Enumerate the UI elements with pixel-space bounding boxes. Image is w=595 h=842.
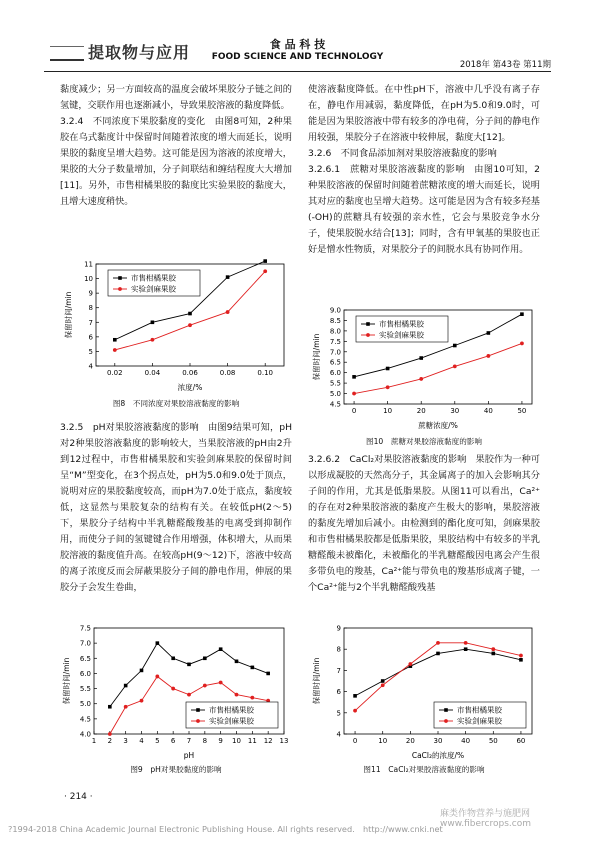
section-3-2-6: 3.2.6 不同食品添加剂对果胶溶液黏度的影响 xyxy=(308,148,497,159)
figure-9-caption: 图9 pH对果胶黏度的影响 xyxy=(130,765,222,774)
y-tick-label: 6.5 xyxy=(79,654,91,663)
data-point xyxy=(187,663,191,667)
figure-8-caption: 图8 不同浓度对果胶溶液黏度的影响 xyxy=(112,399,240,408)
legend-label: 市售柑橘果胶 xyxy=(131,273,176,283)
x-tick-label: 2 xyxy=(107,737,113,745)
figure-10-caption: 图10 蔗糖对果胶溶液黏度的影响 xyxy=(366,437,482,446)
data-point xyxy=(464,641,468,645)
y-tick-label: 6 xyxy=(336,688,341,697)
y-tick-label: 8.5 xyxy=(329,316,341,325)
data-point xyxy=(464,647,468,651)
y-axis-label: 保留时间/min xyxy=(312,657,321,705)
y-axis-label: 保留时间/min xyxy=(312,333,321,381)
data-point xyxy=(156,641,160,645)
y-tick-label: 6.0 xyxy=(329,369,341,378)
legend-marker xyxy=(196,708,200,712)
legend-label: 市售柑橘果胶 xyxy=(457,705,502,715)
y-tick-label: 8 xyxy=(336,645,341,654)
y-tick-label: 5.5 xyxy=(79,685,91,694)
data-point xyxy=(203,656,207,660)
x-tick-label: 30 xyxy=(433,737,443,745)
x-tick-label: 8 xyxy=(202,737,208,745)
y-tick-label: 8 xyxy=(88,304,93,313)
data-point xyxy=(155,675,159,679)
x-tick-label: 9 xyxy=(218,737,223,745)
y-tick-label: 7 xyxy=(88,318,93,327)
series-line xyxy=(355,649,521,696)
data-point xyxy=(519,658,523,662)
data-point xyxy=(113,338,117,342)
copyright-line: ?1994-2018 China Academic Journal Electronic Publishing House. All rights reserved. http://www.cnki.net xyxy=(8,824,443,834)
y-tick-label: 7 xyxy=(336,666,341,675)
legend-label: 实验剑麻果胶 xyxy=(457,716,502,726)
data-point xyxy=(124,705,128,709)
x-tick-label: 12 xyxy=(263,737,273,745)
data-point xyxy=(520,342,524,346)
section-3-2-4: 3.2.4 不同浓度下果胶黏度的变化 由图8可知，2种果胶在乌式黏度计中保留时间随着浓度的增大而延长，说明果胶的黏度呈增大趋势。这可能是因为溶液的浓度增大，果胶的大分子数量增加，分子间联结和缠结程度大大增加[11]。另外，市售柑橘果胶的黏度比实验果胶的黏度大，且增大速度稍快。 xyxy=(60,116,292,207)
y-tick-label: 4.0 xyxy=(79,730,91,739)
y-tick-label: 10 xyxy=(84,275,93,284)
x-tick-label: 40 xyxy=(483,407,493,415)
x-tick-label: 0.06 xyxy=(182,369,198,377)
data-point xyxy=(491,647,495,651)
x-tick-label: 20 xyxy=(416,407,426,415)
data-point xyxy=(419,356,423,360)
journal-title-en: FOOD SCIENCE AND TECHNOLOGY xyxy=(211,52,384,62)
y-tick-label: 4 xyxy=(336,730,341,739)
data-point xyxy=(124,684,128,688)
data-point xyxy=(171,687,175,691)
figure-11-caption: 图11 CaCl₂对果胶溶液黏度的影响 xyxy=(363,765,485,774)
x-tick-label: 40 xyxy=(461,737,471,745)
y-tick-label: 5.0 xyxy=(329,390,341,399)
left-column-top xyxy=(60,82,292,210)
legend-marker xyxy=(118,276,122,280)
x-tick-label: 10 xyxy=(378,737,388,745)
figure-8-chart xyxy=(62,258,292,394)
y-tick-label: 9 xyxy=(336,624,341,633)
x-tick-label: 10 xyxy=(232,737,241,745)
data-point xyxy=(140,669,144,673)
y-tick-label: 6.5 xyxy=(329,358,341,367)
data-point xyxy=(381,679,385,683)
y-tick-label: 9.0 xyxy=(329,306,341,315)
data-point xyxy=(188,323,192,327)
x-tick-label: 0.02 xyxy=(107,369,123,377)
x-tick-label: 13 xyxy=(279,737,289,745)
x-tick-label: 1 xyxy=(91,737,97,745)
page-number: · 214 · xyxy=(64,792,93,802)
data-point xyxy=(436,641,440,645)
x-tick-label: 20 xyxy=(405,737,415,745)
data-point xyxy=(266,672,270,676)
data-point xyxy=(151,320,155,324)
legend-marker xyxy=(366,322,370,326)
legend-marker xyxy=(196,719,200,723)
data-point xyxy=(453,365,457,369)
y-tick-label: 5 xyxy=(336,709,341,718)
data-point xyxy=(353,694,357,698)
data-point xyxy=(408,662,412,666)
data-point xyxy=(263,269,267,273)
issue-info: 2018年 第43卷 第11期 xyxy=(459,60,551,70)
data-point xyxy=(171,656,175,660)
legend-marker xyxy=(118,287,122,291)
journal-title-cn: 食 品 科 技 xyxy=(269,38,326,51)
x-tick-label: 11 xyxy=(247,737,257,745)
right-column-top xyxy=(308,82,540,258)
x-tick-label: 0.10 xyxy=(257,369,273,377)
series-line xyxy=(354,343,522,393)
x-axis-label: pH xyxy=(183,751,195,760)
y-axis-label: 保留时间/min xyxy=(64,291,73,339)
y-tick-label: 7.0 xyxy=(329,348,341,357)
section-3-2-6-1: 3.2.6.1 蔗糖对果胶溶液黏度的影响 由图10可知，2种果胶溶液的保留时间随着蔗糖浓度的增大而延长，说明其对应的黏度也呈增大趋势。这可能是因为含有较多羟基(-OH)的蔗糖具有较强的亲水性，它会与果胶竞争水分子，使果胶脱水结合[13]；同时，含有甲氧基的果胶也正好是憎水性物质，对果胶分子的间脱水具有协同作用。 xyxy=(308,164,540,255)
y-tick-label: 4 xyxy=(88,362,93,371)
data-point xyxy=(108,705,112,709)
x-axis-label: CaCl₂的浓度/% xyxy=(411,751,465,760)
x-tick-label: 6 xyxy=(170,737,176,745)
data-point xyxy=(519,654,523,658)
x-tick-label: 7 xyxy=(186,737,192,745)
y-tick-label: 6.0 xyxy=(79,669,91,678)
data-point xyxy=(187,693,191,697)
x-tick-label: 50 xyxy=(517,407,527,415)
data-point xyxy=(486,354,490,358)
legend-marker xyxy=(366,333,370,337)
y-axis-label: 保留时间/min xyxy=(62,657,71,705)
figure-10-chart xyxy=(310,304,540,432)
watermark-text: 麻类作物营养与施肥网 www.fibercrops.com xyxy=(440,809,531,829)
data-point xyxy=(203,684,207,688)
x-tick-label: 0.08 xyxy=(219,369,236,377)
data-point xyxy=(419,377,423,381)
x-axis-label: 蔗糖浓度/% xyxy=(418,421,458,430)
data-point xyxy=(108,732,112,736)
y-tick-label: 5.0 xyxy=(79,700,91,709)
data-point xyxy=(353,709,357,713)
legend-label: 实验剑麻果胶 xyxy=(131,284,176,294)
x-tick-label: 5 xyxy=(155,737,160,745)
legend-marker xyxy=(444,708,448,712)
data-point xyxy=(263,259,267,263)
legend-marker xyxy=(444,719,448,723)
section-3-2-5: 3.2.5 pH对果胶溶液黏度的影响 由图9结果可知，pH对2种果胶溶液黏度的影响较大，当果胶溶液的pH由2升到12过程中，市售柑橘果胶和实验剑麻果胶的保留时间呈“M”型变化，在3个拐点处，pH为5.0和9.0处于顶点，说明对应的果胶黏度较高，而pH为7.0处于底点，黏度较低，这显然与果胶复杂的结构有关。在较低pH(2～5)下，果胶分子结构中半乳糖醛酸羧基的电离受到抑制作用，而使分子间的氢键键合作用增强，体积增大，从而果胶溶液的黏度值升高。在较高pH(9～12)下，溶液中较高的离子浓度反而会屏蔽果胶分子间的静电作用，伸展的果胶分子会发生卷曲， xyxy=(60,422,292,593)
data-point xyxy=(381,683,385,687)
data-point xyxy=(491,652,495,656)
data-point xyxy=(226,310,230,314)
data-point xyxy=(219,647,223,651)
y-tick-label: 5 xyxy=(88,347,93,356)
data-point xyxy=(487,331,491,335)
left-column-mid xyxy=(60,420,292,596)
data-point xyxy=(140,699,144,703)
y-tick-label: 5.5 xyxy=(329,379,341,388)
data-point xyxy=(151,338,155,342)
legend-label: 市售柑橘果胶 xyxy=(209,705,254,715)
paragraph: 黏度减少；另一方面较高的温度会破坏果胶分子链之间的氢键，交联作用也逐渐减小，导致果胶溶液的黏度降低。 xyxy=(60,84,292,111)
x-tick-label: 60 xyxy=(516,737,526,745)
data-point xyxy=(386,385,390,389)
y-tick-label: 8.0 xyxy=(329,327,341,336)
data-point xyxy=(436,652,440,656)
y-tick-label: 4.5 xyxy=(79,715,91,724)
data-point xyxy=(520,312,524,316)
legend-label: 实验剑麻果胶 xyxy=(379,330,424,340)
data-point xyxy=(352,392,356,396)
y-tick-label: 11 xyxy=(84,260,93,269)
y-tick-label: 4.5 xyxy=(329,400,341,409)
figure-11-chart xyxy=(310,622,540,762)
data-point xyxy=(250,696,254,700)
x-tick-label: 10 xyxy=(383,407,393,415)
x-tick-label: 0 xyxy=(351,407,357,415)
data-point xyxy=(219,681,223,685)
data-point xyxy=(251,666,255,670)
legend-label: 实验剑麻果胶 xyxy=(209,716,254,726)
data-point xyxy=(386,367,390,371)
data-point xyxy=(453,344,457,348)
section-3-2-6-2: 3.2.6.2 CaCl₂对果胶溶液黏度的影响 果胶作为一种可以形成凝胶的天然高分子，其金属离子的加入会影响其分子间的作用，尤其是低脂果胶。从图11可以看出，Ca²⁺的存在对2种果胶溶液的黏度产生极大的影响，果胶溶液的黏度先增加后减小。由检测到的酯化度可知，剑麻果胶和市售柑橘果胶都是低脂果胶，果胶结构中有较多的半乳糖醛酸未被酯化，未被酯化的半乳糖醛酸因电离会产生很多带负电的羧基，Ca²⁺能与带负电的羧基形成离子键，一个Ca²⁺能与2个半乳糖醛酸残基 xyxy=(308,454,540,593)
y-tick-label: 7.5 xyxy=(329,337,341,346)
x-tick-label: 30 xyxy=(450,407,460,415)
header-rule xyxy=(44,71,551,72)
legend-label: 市售柑橘果胶 xyxy=(379,319,424,329)
y-tick-label: 7.0 xyxy=(79,639,91,648)
series-line xyxy=(110,643,268,707)
data-point xyxy=(113,348,117,352)
figure-9-chart xyxy=(60,622,292,762)
data-point xyxy=(352,375,356,379)
y-tick-label: 9 xyxy=(88,289,93,298)
x-tick-label: 4 xyxy=(139,737,144,745)
logo-text: 提取物与应用 xyxy=(88,43,191,62)
data-point xyxy=(235,660,239,664)
x-tick-label: 0.04 xyxy=(144,369,161,377)
data-point xyxy=(188,312,192,316)
y-tick-label: 6 xyxy=(88,333,93,342)
data-point xyxy=(226,275,230,279)
x-tick-label: 0 xyxy=(352,737,358,745)
paragraph: 使溶液黏度降低。在中性pH下，溶液中几乎没有离子存在，静电作用减弱，黏度降低，在pH为5.0和9.0时，可能是因为果胶溶液中带有较多的净电荷，分子间的静电作用较强，果胶分子在溶液中较伸展，黏度大[12]。 xyxy=(308,84,540,143)
x-axis-label: 浓度/% xyxy=(177,383,203,392)
x-tick-label: 3 xyxy=(123,737,128,745)
x-tick-label: 50 xyxy=(488,737,498,745)
right-column-mid xyxy=(308,452,540,596)
y-tick-label: 7.5 xyxy=(79,624,91,633)
data-point xyxy=(235,693,239,697)
